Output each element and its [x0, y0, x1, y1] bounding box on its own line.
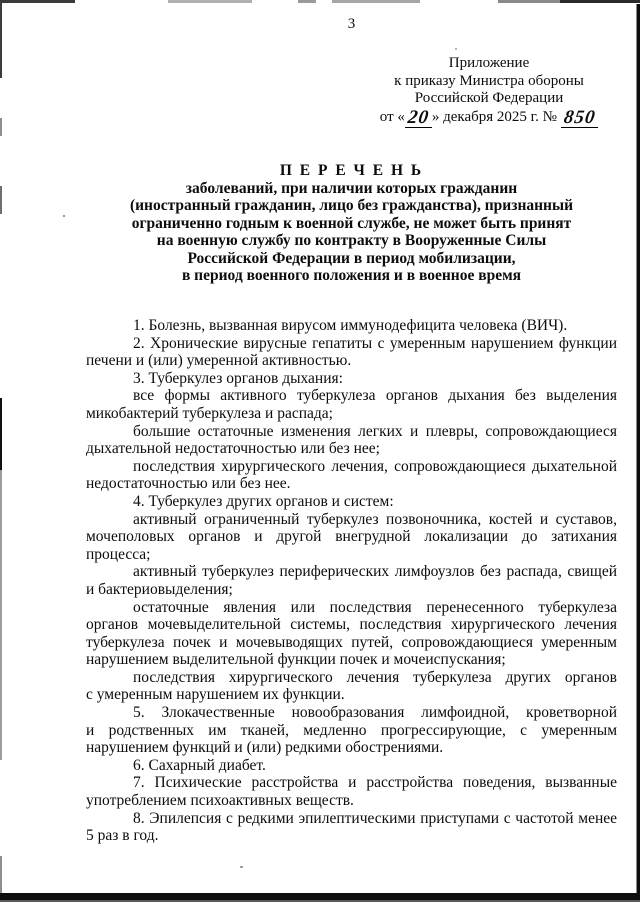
body-line: 6. Сахарный диабет. [133, 756, 266, 774]
scan-speck [240, 866, 243, 868]
body-line: нарушением выделительной функции почек и мочеиспускания; [86, 651, 506, 669]
header-lines [373, 55, 605, 108]
handwritten-order-number-underline [561, 108, 599, 128]
title-line: (иностранный гражданин, лицо без гражданства), признанный [129, 197, 574, 214]
body-line: с умеренным нарушением их функции. [86, 686, 345, 704]
body-line: дыхательной недостаточностью или без нее; [86, 440, 380, 458]
scan-speck [455, 48, 457, 50]
document-body [86, 317, 617, 845]
body-line: органов мочевыделительной системы, последствия хирургического лечения [86, 616, 617, 634]
header-line: к приказу Министра обороны [394, 72, 584, 89]
body-line: 2. Хронические вирусные гепатиты с умеренным нарушением функции [133, 334, 617, 352]
body-line: 3. Туберкулез органов дыхания: [133, 369, 343, 387]
body-line: процесса; [86, 545, 151, 563]
body-line: последствия хирургического лечения, сопровождающиеся дыхательной [133, 457, 617, 475]
body-line: мочеполовых органов и другой внегрудной локализации до затихания [86, 528, 617, 546]
title-line: ограниченно годным к военной службе, не может быть принят [131, 214, 572, 232]
handwritten-day-underline [405, 108, 432, 128]
date-prefix: от « [379, 108, 405, 125]
body-line: активный ограниченный туберкулез позвоночника, костей и суставов, [133, 510, 617, 528]
date-middle: » декабря 2025 г. № [431, 108, 557, 125]
body-line: последствия хирургического лечения туберкулеза других органов [133, 668, 617, 686]
body-line: большие остаточные изменения легких и плевры, сопровождающиеся [133, 422, 617, 440]
body-line: и бактериовыделения; [86, 580, 233, 598]
body-line: 5 раз в год. [86, 827, 159, 845]
title-line: в период военного положения и в военное время [181, 267, 522, 284]
title-line: заболеваний, при наличии которых гражданин [185, 179, 518, 197]
handwritten-order-number: 850 [562, 106, 597, 128]
document-title: П Е Р Е Ч Е Н Ь [279, 162, 424, 179]
scan-speck [63, 215, 65, 217]
body-line: остаточные явления или последствия перенесенного туберкулеза [133, 598, 617, 616]
body-line: 7. Психические расстройства и расстройства поведения, вызванные [133, 774, 617, 792]
body-line: 4. Туберкулез других органов и систем: [133, 492, 394, 510]
scan-edge-right [636, 4, 640, 902]
body-line: все формы активного туберкулеза органов дыхания без выделения [133, 387, 617, 405]
scan-edge-top [0, 0, 640, 3]
document-title-block [86, 162, 617, 285]
title-lines [86, 180, 617, 285]
header-line: Приложение [448, 55, 530, 71]
body-line: 5. Злокачественные новообразования лимфоидной, кроветворной [133, 704, 617, 722]
order-date-line [373, 108, 605, 128]
title-line: Российской Федерации в период мобилизации, [187, 249, 516, 267]
body-line: 8. Эпилепсия с редкими эпилептическими приступами с частотой менее [133, 809, 617, 827]
title-line: на военную службу по контракту в Вооруженные Силы [156, 232, 547, 249]
appendix-header [373, 55, 605, 128]
body-line: недостаточностью или без нее. [86, 475, 291, 493]
body-line: активный туберкулез периферических лимфоузлов без распада, свищей [133, 563, 617, 581]
handwritten-day: 20 [406, 106, 431, 128]
body-line: 1. Болезнь, вызванная вирусом иммунодефицита человека (ВИЧ). [133, 317, 568, 334]
body-line: туберкулеза почек и мочевыводящих путей, сопровождающиеся умеренным [86, 633, 617, 651]
body-line: и родственных им тканей, медленно прогрессирующие, с умеренным [86, 721, 617, 739]
scan-edge-bottom [0, 893, 640, 902]
body-line: нарушением функций и (или) редкими обострениями. [86, 739, 444, 757]
body-line: микобактерий туберкулеза и распада; [86, 404, 333, 422]
scan-edge-left [0, 0, 2, 902]
body-line: употреблением психоактивных веществ. [86, 792, 354, 810]
header-line: Российской Федерации [414, 90, 564, 106]
page-number: 3 [347, 16, 356, 32]
body-line: печени и (или) умеренной активностью. [86, 352, 352, 370]
